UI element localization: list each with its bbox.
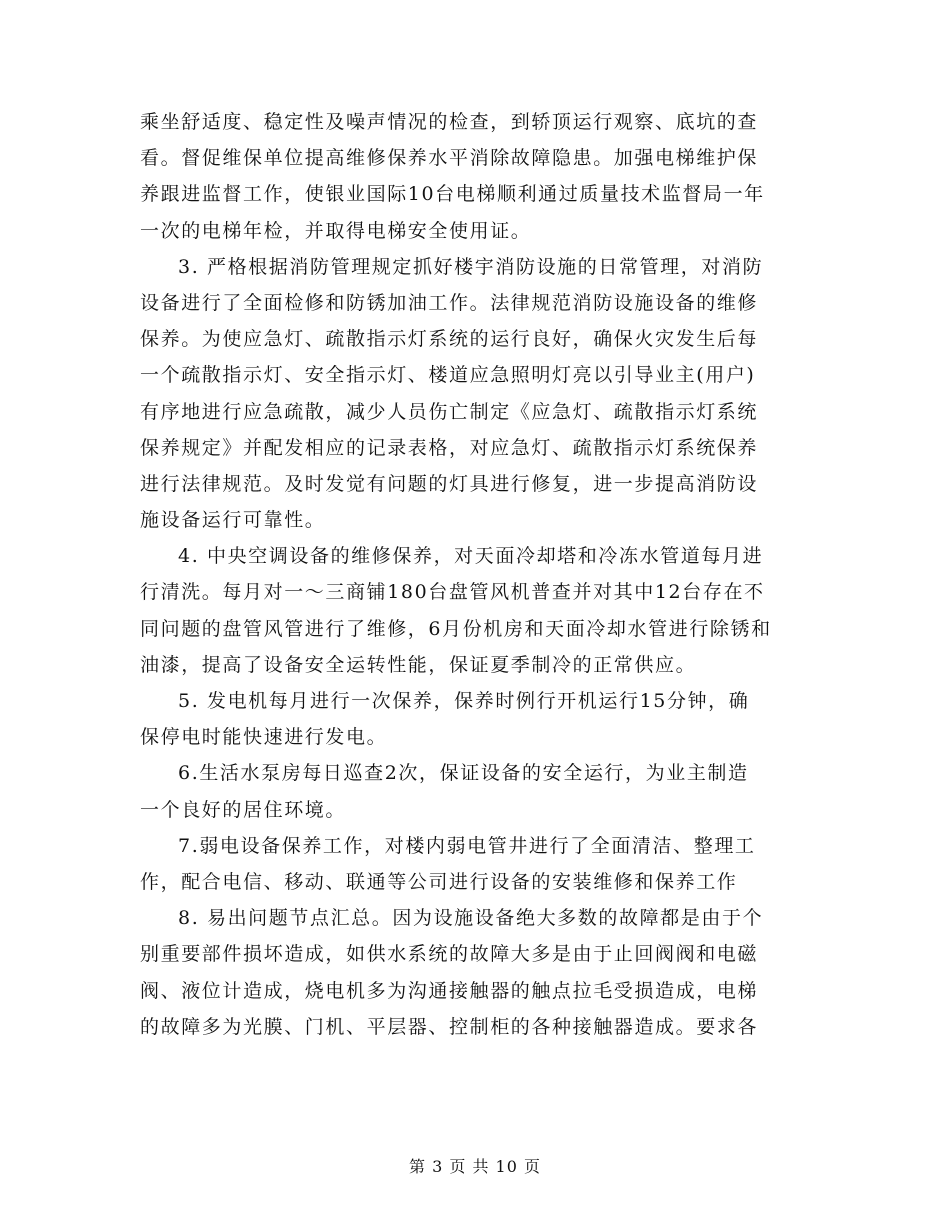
text-line: 保养规定》并配发相应的记录表格，对应急灯、疏散指示灯系统保养 (140, 436, 759, 459)
text-line: 养跟进监督工作，使银业国际10台电梯顺利通过质量技术监督局一年 (140, 183, 765, 206)
text-line: 一个疏散指示灯、安全指示灯、楼道应急照明灯亮以引导业主(用户) (140, 364, 756, 387)
text-line: 一次的电梯年检，并取得电梯安全使用证。 (140, 219, 532, 242)
text-line: 同问题的盘管风管进行了维修，6月份机房和天面冷却水管进行除锈和 (140, 617, 772, 640)
text-line: 行清洗。每月对一～三商铺180台盘管风机普查并对其中12台存在不 (140, 581, 765, 604)
paragraph-5-start: 5. 发电机每月进行一次保养，保养时例行开机运行15分钟，确 (178, 690, 750, 712)
paragraph-4-start: 4. 中央空调设备的维修保养，对天面冷却塔和冷冻水管道每月进 (178, 545, 764, 568)
paragraph-6-start: 6.生活水泵房每日巡查2次，保证设备的安全运行，为业主制造 (178, 762, 749, 785)
page-number-footer: 第 3 页 共 10 页 (409, 1157, 541, 1176)
text-line: 有序地进行应急疏散，减少人员伤亡制定《应急灯、疏散指示灯系统 (140, 400, 759, 423)
text-line: 保养。为使应急灯、疏散指示灯系统的运行良好，确保火灾发生后每 (140, 328, 759, 351)
paragraph-7-start: 7.弱电设备保养工作，对楼内弱电管井进行了全面清洁、整理工 (178, 834, 756, 857)
text-line: 保停电时能快速进行发电。 (140, 726, 388, 749)
text-line: 一个良好的居住环境。 (140, 798, 347, 821)
text-line: 看。督促维保单位提高维修保养水平消除故障隐患。加强电梯维护保 (140, 147, 759, 170)
text-line: 别重要部件损坏造成，如供水系统的故障大多是由于止回阀阀和电磁 (140, 943, 759, 966)
text-line: 施设备运行可靠性。 (140, 509, 326, 532)
document-body (140, 104, 812, 1045)
paragraph-8-start: 8. 易出问题节点汇总。因为设施设备绝大多数的故障都是由于个 (178, 907, 764, 930)
text-line: 的故障多为光膜、门机、平层器、控制柜的各种接触器造成。要求各 (140, 1015, 759, 1038)
text-line: 油漆，提高了设备安全运转性能，保证夏季制冷的正常供应。 (140, 653, 697, 676)
text-line: 设备进行了全面检修和防锈加油工作。法律规范消防设施设备的维修 (140, 291, 759, 314)
text-line: 作，配合电信、移动、联通等公司进行设备的安装维修和保养工作 (140, 870, 738, 893)
text-line: 阀、液位计造成，烧电机多为沟通接触器的触点拉毛受损造成，电梯 (140, 979, 759, 1002)
paragraph-3-start: 3. 严格根据消防管理规定抓好楼宇消防设施的日常管理，对消防 (178, 255, 764, 278)
text-line: 进行法律规范。及时发觉有问题的灯具进行修复，进一步提高消防设 (140, 472, 759, 495)
text-line: 乘坐舒适度、稳定性及噪声情况的检查，到轿顶运行观察、底坑的查 (140, 111, 759, 133)
